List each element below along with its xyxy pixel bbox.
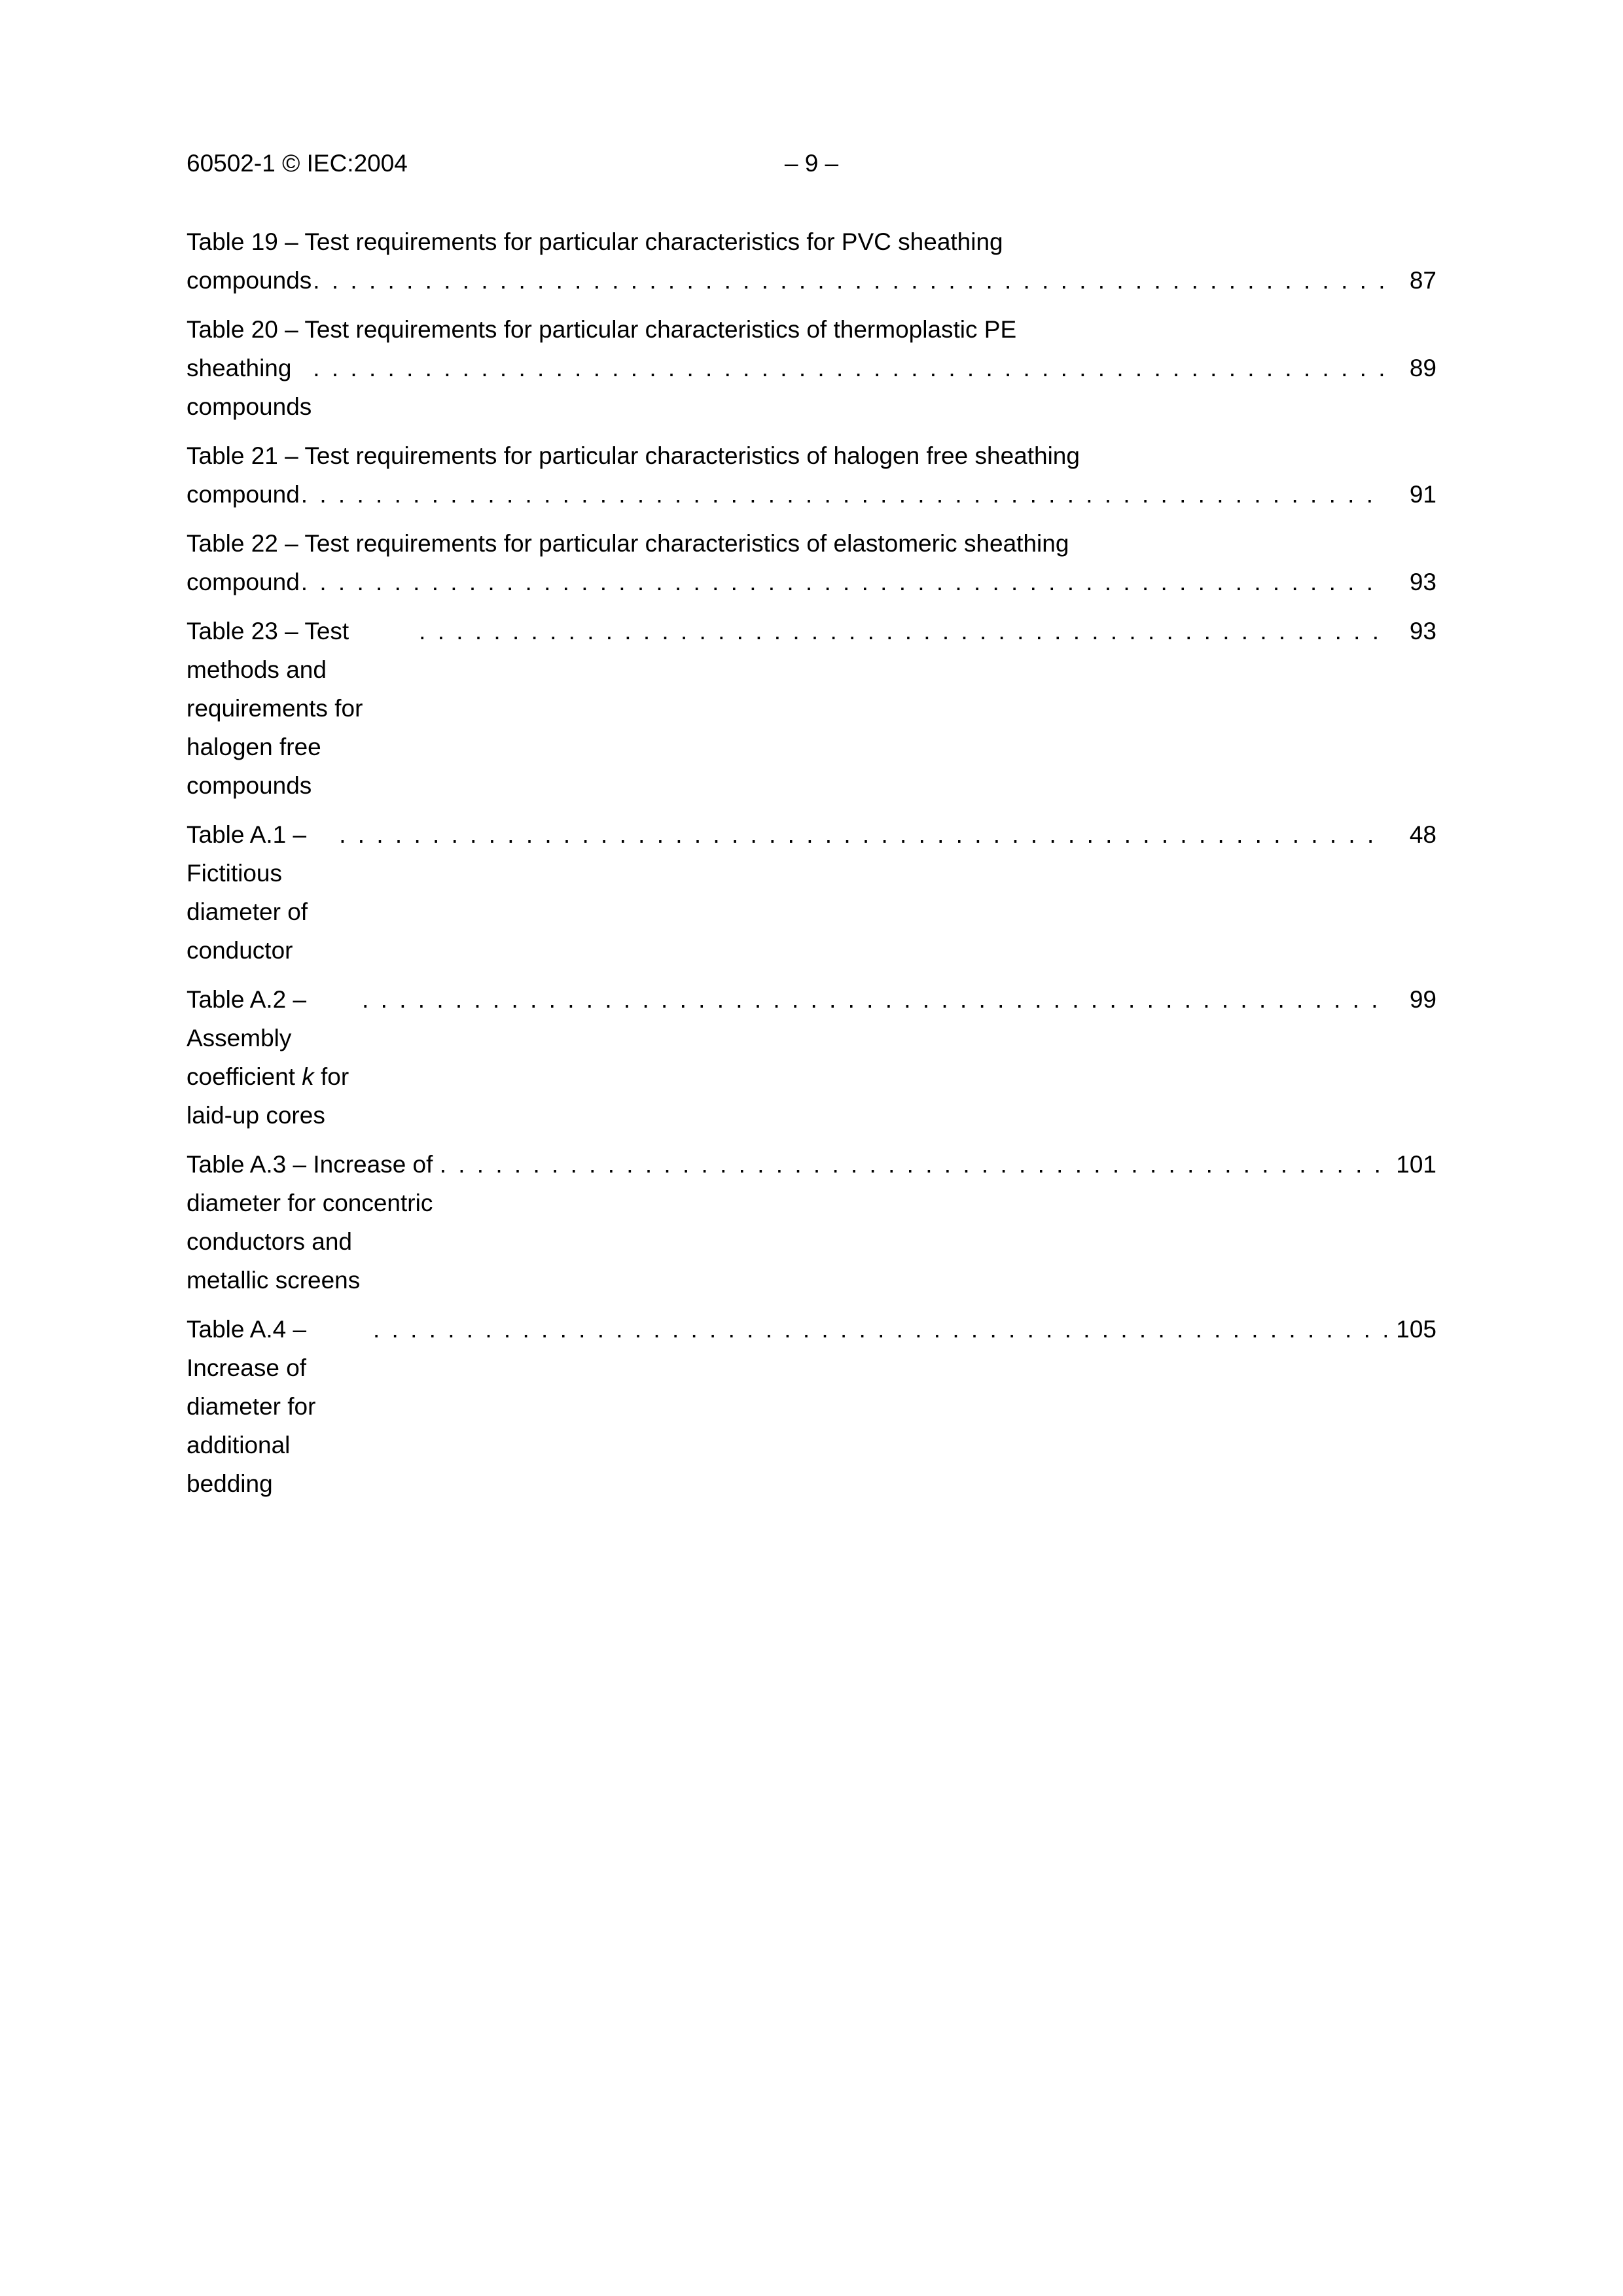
document-id: 60502-1 © IEC:2004: [187, 150, 408, 177]
toc-entry-page: 99: [1409, 986, 1436, 1013]
toc-leader-dots: [419, 612, 1387, 650]
toc-leader-dots: [440, 1145, 1387, 1184]
toc-entry-title-line2: compound: [187, 481, 300, 508]
toc-entry-title-line1: Table 21 – Test requirements for particular characteristics of halogen free sheathing: [187, 442, 1080, 469]
toc-entry-page: 48: [1409, 821, 1436, 848]
toc-leader-dots: [313, 349, 1387, 387]
toc-leader-dots: [301, 563, 1387, 601]
toc-entry-page: 93: [1409, 569, 1436, 595]
toc-entry-page: 101: [1396, 1151, 1436, 1178]
toc-entry-title: Table A.4 – Increase of diameter for additional bedding: [187, 1316, 316, 1497]
toc-entry-title: Table 23 – Test methods and requirements for halogen free compounds: [187, 618, 363, 799]
toc-entry: [187, 612, 1436, 815]
toc-entry-title-line2: compound: [187, 569, 300, 595]
toc-entry-page: 89: [1409, 355, 1436, 381]
toc-leader-dots: [362, 980, 1387, 1019]
toc-entry-title: Table A.3 – Increase of diameter for concentric conductors and metallic screens: [187, 1151, 433, 1294]
toc-leader-dots: [373, 1310, 1387, 1349]
toc-entry-title-line1: Table 20 – Test requirements for particular characteristics of thermoplastic PE: [187, 316, 1017, 343]
toc-entry: [187, 524, 1436, 612]
toc-entry-title: Table A.1 – Fictitious diameter of conductor: [187, 821, 308, 964]
page-header: [187, 150, 1436, 177]
toc-entry-page: 105: [1396, 1316, 1436, 1343]
toc-leader-dots: [339, 815, 1387, 854]
toc-entry-title-italic: k: [302, 1063, 314, 1090]
toc-entry-title-line1: Table 19 – Test requirements for particular characteristics for PVC sheathing: [187, 228, 1003, 255]
toc-entry-title-line1: Table 22 – Test requirements for particular characteristics of elastomeric sheathing: [187, 530, 1069, 557]
toc-entry: [187, 1310, 1436, 1513]
toc-entry-page: 91: [1409, 481, 1436, 508]
table-of-contents-tables: [187, 222, 1436, 1513]
toc-entry-page: 93: [1409, 618, 1436, 645]
toc-entry: [187, 222, 1436, 310]
toc-entry: [187, 815, 1436, 980]
toc-entry-title-line2: sheathing compounds: [187, 355, 312, 420]
toc-leader-dots: [313, 261, 1387, 300]
toc-entry-page: 87: [1409, 267, 1436, 294]
toc-entry: [187, 1145, 1436, 1310]
toc-leader-dots: [301, 475, 1387, 514]
toc-entry: [187, 436, 1436, 524]
toc-entry-title: Table A.2 – Assembly coefficient k for laid-up cores: [187, 986, 349, 1129]
page-number: – 9 –: [784, 150, 839, 177]
toc-entry: [187, 980, 1436, 1145]
toc-entry: [187, 310, 1436, 436]
toc-entry-title-line2: compounds: [187, 267, 312, 294]
